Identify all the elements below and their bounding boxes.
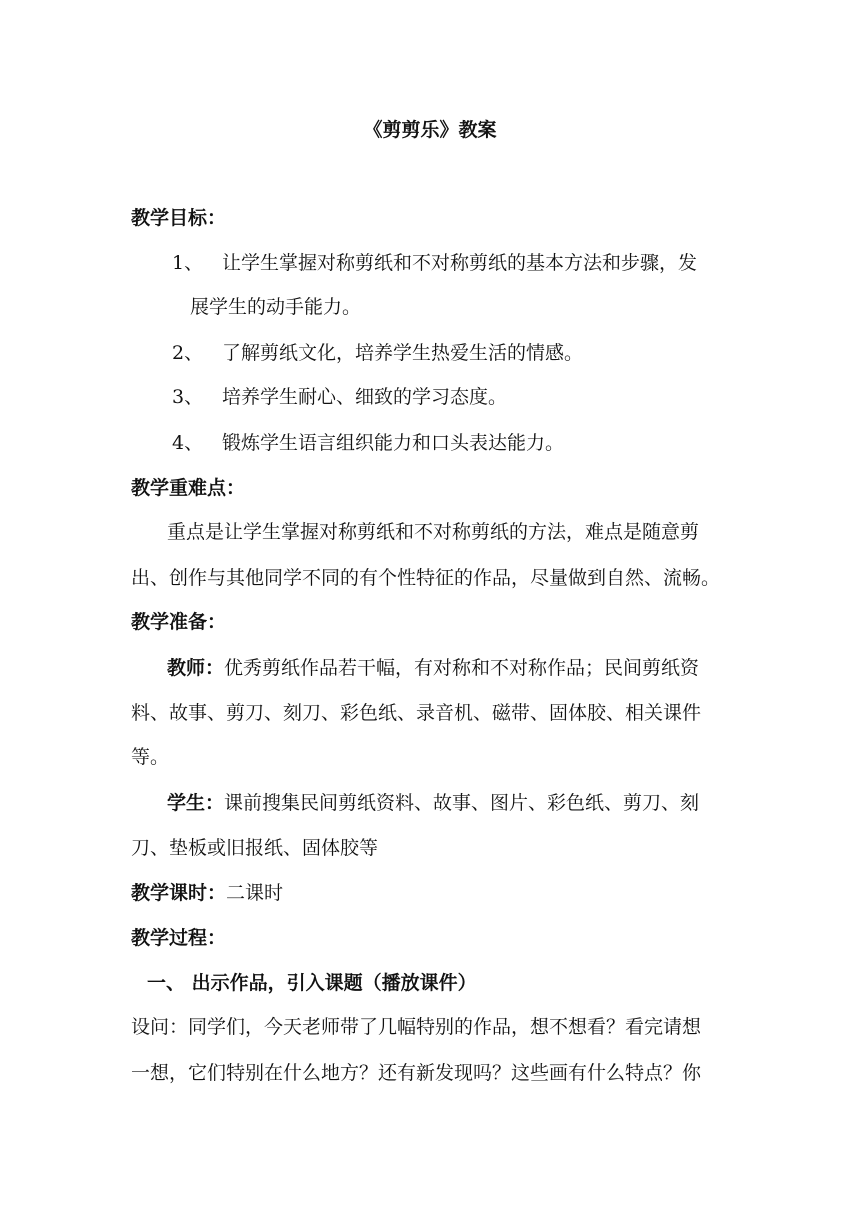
student-prep-line-2: 刀、垫板或旧报纸、固体胶等 (131, 837, 379, 859)
student-label: 学生： (167, 792, 225, 814)
objective-item-4 (172, 429, 564, 457)
student-prep-text: 课前搜集民间剪纸资料、故事、图片、彩色纸、剪刀、刻 (224, 792, 700, 814)
teacher-label: 教师： (167, 657, 225, 679)
objective-text: 让学生掌握对称剪纸和不对称剪纸的基本方法和步骤，发 (222, 252, 698, 274)
objective-text: 了解剪纸文化，培养学生热爱生活的情感。 (222, 342, 584, 364)
page-title: 《剪剪乐》教案 (363, 119, 497, 141)
process-question-line-1: 设问：同学们，今天老师带了几幅特别的作品，想不想看？看完请想 (131, 1016, 702, 1038)
preparation-heading: 教学准备： (131, 611, 227, 633)
objective-number: 2、 (172, 342, 204, 364)
process-question-line-2: 一想，它们特别在什么地方？还有新发现吗？这些画有什么特点？你 (131, 1062, 702, 1084)
objective-text: 培养学生耐心、细致的学习态度。 (222, 386, 508, 408)
objective-item-3 (172, 383, 507, 411)
objective-text: 锻炼学生语言组织能力和口头表达能力。 (222, 432, 565, 454)
teacher-prep-line-3: 等。 (131, 746, 170, 768)
periods-heading: 教学课时： (131, 882, 227, 904)
teacher-prep-line-2: 料、故事、剪刀、刻刀、彩色纸、录音机、磁带、固体胶、相关课件 (131, 702, 702, 724)
key-points-text-line-2: 出、创作与其他同学不同的有个性特征的作品，尽量做到自然、流畅。 (131, 567, 721, 589)
objective-item-2 (172, 339, 583, 367)
periods-line (131, 879, 283, 907)
objective-item-1 (172, 249, 697, 277)
teacher-prep-line-1 (167, 654, 699, 682)
process-heading: 教学过程： (131, 927, 227, 949)
periods-value: 二课时 (226, 882, 284, 904)
objective-number: 1、 (172, 252, 204, 274)
objective-number: 4、 (172, 432, 204, 454)
objective-number: 3、 (172, 386, 204, 408)
key-points-heading: 教学重难点： (131, 477, 246, 499)
objective-item-1-continuation: 展学生的动手能力。 (190, 296, 362, 318)
student-prep-line-1 (167, 789, 699, 817)
objectives-heading: 教学目标： (131, 207, 227, 229)
key-points-text-line-1: 重点是让学生掌握对称剪纸和不对称剪纸的方法，难点是随意剪 (167, 521, 700, 543)
teacher-prep-text: 优秀剪纸作品若干幅，有对称和不对称作品；民间剪纸资 (224, 657, 700, 679)
process-step-1: 一、 出示作品，引入课题（播放课件） (147, 972, 477, 994)
